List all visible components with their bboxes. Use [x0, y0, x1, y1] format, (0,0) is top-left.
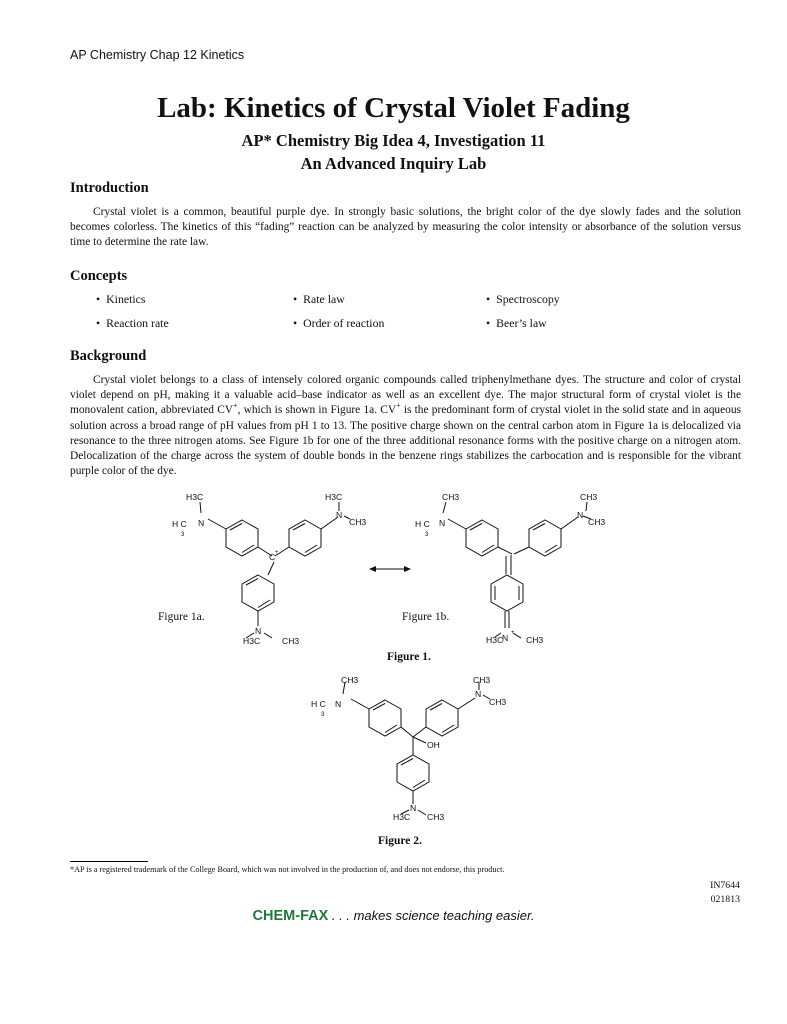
figure-1a-structure	[160, 488, 370, 650]
subtitle-big-idea: AP* Chemistry Big Idea 4, Investigation 11	[241, 131, 546, 150]
benzene-ring-right	[289, 520, 321, 556]
nitrogen-label: N	[335, 699, 342, 709]
nitrogen-label: N	[410, 803, 417, 813]
figure-1b-label: Figure 1b.	[402, 611, 450, 623]
benzene-ring-left	[466, 520, 498, 556]
nitrogen-label: N	[336, 510, 343, 520]
catalog-code: IN7644	[710, 880, 740, 891]
brand-tagline: . . . makes science teaching easier.	[328, 908, 535, 923]
nitrogen-label: N	[577, 510, 584, 520]
figure-1b-structure	[410, 488, 620, 650]
background-heading: Background	[70, 348, 147, 364]
nitrogen-label: N	[502, 633, 509, 643]
nitrogen-label: N	[475, 689, 482, 699]
concept-item: • Order of reaction	[293, 316, 384, 331]
benzene-ring-bottom	[242, 575, 274, 611]
footer	[0, 908, 787, 924]
subtitle-inquiry: An Advanced Inquiry Lab	[300, 154, 487, 173]
figure-2-structure	[305, 670, 515, 832]
plus-charge: +	[511, 630, 515, 636]
concept-item: • Kinetics	[96, 292, 145, 307]
nitrogen-label: N	[439, 518, 446, 528]
h3c-label: H3C	[243, 636, 261, 646]
superscript-plus: +	[396, 401, 401, 411]
ch3-label: CH3	[526, 635, 544, 645]
superscript-plus: +	[233, 401, 238, 411]
h3c-label: H3C	[325, 492, 343, 502]
ch3-label: CH3	[473, 675, 491, 685]
concept-item: • Spectroscopy	[486, 292, 560, 307]
running-header: AP Chemistry Chap 12 Kinetics	[70, 48, 245, 62]
background-text-part: , which is shown in Figure 1a. CV	[237, 404, 397, 417]
ch3-label: CH3	[588, 517, 606, 527]
introduction-heading: Introduction	[70, 180, 149, 196]
ch3-label: CH3	[349, 517, 367, 527]
concept-item: • Rate law	[293, 292, 345, 307]
hc-label: H C	[172, 519, 187, 529]
h3c-label: H3C	[186, 492, 204, 502]
background-text	[70, 373, 741, 479]
figure-1-caption: Figure 1.	[387, 651, 431, 663]
introduction-text: Crystal violet is a common, beautiful purple dye. In strongly basic solutions, the bright color of the dye slowly fades and the solution becomes colorless. The kinetics of this “fading” reaction can be analyzed by measuring the color intensity or absorbance of the solution versus time to determine the rate law.	[70, 206, 741, 249]
figure-1a-label: Figure 1a.	[158, 611, 205, 623]
footnote-divider	[70, 861, 148, 862]
ch3-label: CH3	[442, 492, 460, 502]
ch3-label: CH3	[341, 675, 359, 685]
plus-charge: +	[275, 550, 279, 556]
ch3-label: CH3	[580, 492, 598, 502]
benzene-ring-bottom	[397, 755, 429, 791]
figure-2-caption: Figure 2.	[378, 835, 422, 847]
nitrogen-label: N	[255, 626, 262, 636]
carbocation-label: C	[269, 552, 276, 562]
benzene-ring-left	[226, 520, 258, 556]
concept-item: • Beer’s law	[486, 316, 547, 331]
nitrogen-label: N	[198, 518, 205, 528]
ch3-label: CH3	[427, 812, 445, 822]
ch3-label: CH3	[489, 697, 507, 707]
benzene-ring-left	[369, 700, 401, 736]
subscript-3: 3	[321, 712, 325, 718]
brand-name: CHEM-FAX	[252, 908, 329, 924]
h3c-label: H3C	[393, 812, 411, 822]
subscript-3: 3	[181, 532, 185, 538]
hydroxyl-label: OH	[427, 740, 440, 750]
quinoid-ring-bottom	[491, 575, 523, 611]
background-text-part: is the predominant form of crystal violet in the solid state and in aqueous solution across a broad range of pH values from pH 1 to 13. The positive charge shown on the central carbon atom in Figure 1a is delocalized via resonance to the three nitrogen atoms. See Figure 1b for one of the three additional resonance forms with the positive charge on a nitrogen atom. Delocalization of the charge across the system of double bonds in the benzene rings stabilizes the carbocation and is responsible for the vibrant purple color of the dye.	[70, 404, 742, 478]
background-text-part: Crystal violet belongs to a class of intensely colored organic compounds called triphenylmethane dyes. The structure and color of crystal violet depend on pH, making it a valuable acid–base indicator as well as an excellent dye. The major structural form of crystal violet is the monovalent cation, abbreviated CV	[70, 374, 741, 417]
subscript-3: 3	[425, 532, 429, 538]
concept-item: • Reaction rate	[96, 316, 169, 331]
hc-label: H C	[415, 519, 430, 529]
resonance-arrow-icon	[367, 563, 413, 575]
hc-label: H C	[311, 699, 326, 709]
revision-code: 021813	[710, 894, 740, 905]
page-title: Lab: Kinetics of Crystal Violet Fading	[157, 92, 630, 124]
footnote: *AP is a registered trademark of the College Board, which was not involved in the production of, and does not endorse, this product.	[70, 865, 505, 874]
ch3-label: CH3	[282, 636, 300, 646]
h3c-label: H3C	[486, 635, 504, 645]
benzene-ring-right	[529, 520, 561, 556]
benzene-ring-right	[426, 700, 458, 736]
concepts-heading: Concepts	[70, 268, 128, 284]
